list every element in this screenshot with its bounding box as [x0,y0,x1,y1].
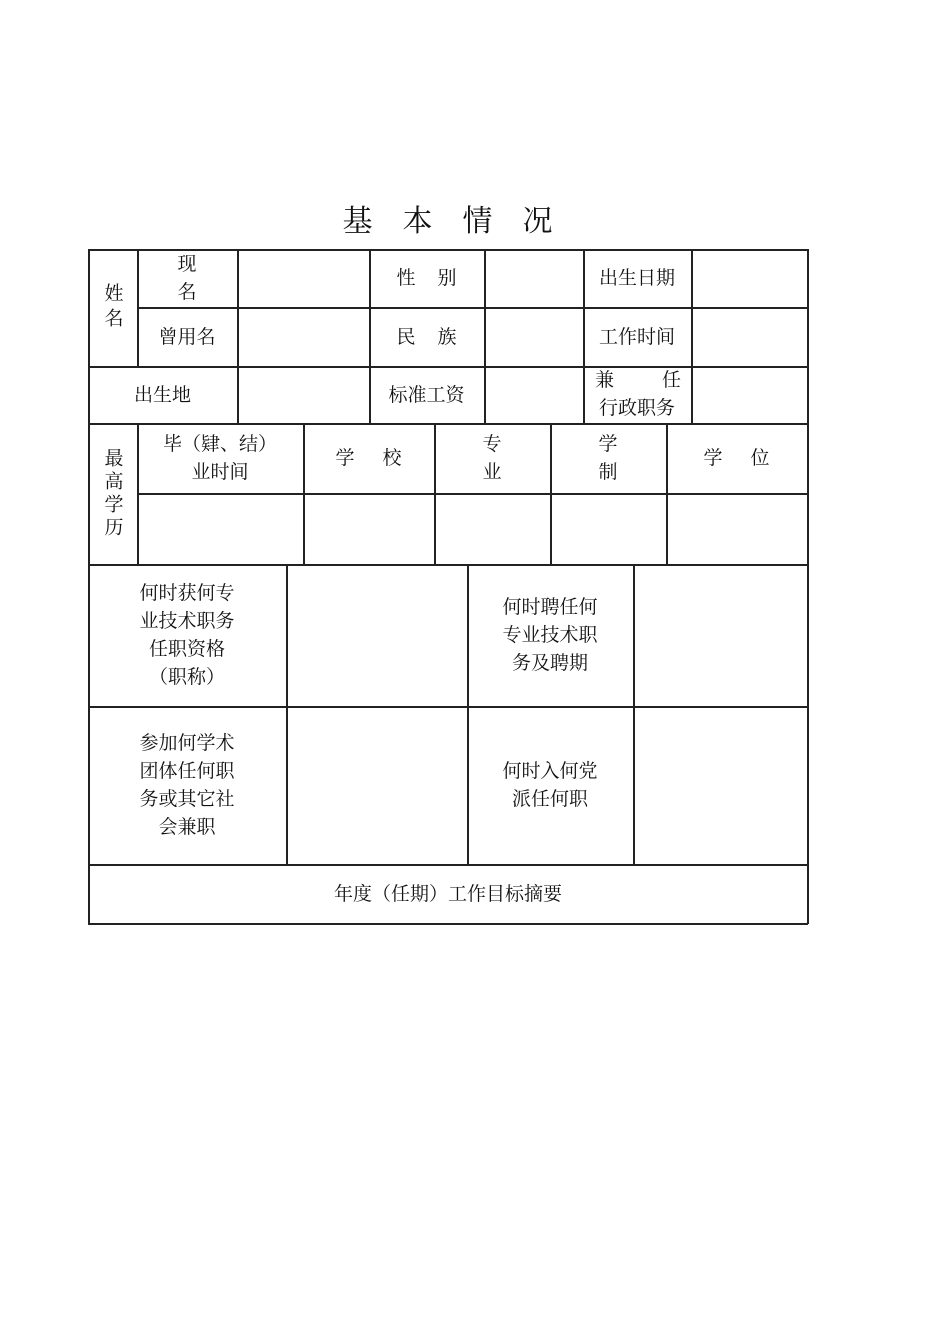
standard-salary-field[interactable] [484,366,583,423]
gender-label: 性别 [396,267,479,289]
ethnicity-field[interactable] [484,307,583,366]
tech-appointment-label: 何时聘任何 专业技术职 务及聘期 [502,596,598,674]
annual-goals-label: 年度（任期）工作目标摘要 [333,882,562,905]
ethnicity-label: 民族 [396,325,479,348]
graduation-time-field[interactable] [137,493,303,564]
admin-post-field[interactable] [691,366,807,423]
work-start-field[interactable] [691,307,807,366]
tech-qualification-label: 何时获何专 业技术职务 任职资格 （职称） [139,582,235,688]
table-border-bottom [88,923,808,925]
birth-date-label: 出生日期 [598,267,675,289]
name-label: 姓名 [101,282,124,333]
current-name-field[interactable] [237,249,369,307]
birthplace-field[interactable] [237,366,369,423]
program-length-field[interactable] [550,493,666,564]
work-start-label: 工作时间 [598,325,675,348]
tech-appointment-field[interactable] [633,564,807,706]
standard-salary-label: 标准工资 [388,383,465,406]
birthplace-label: 出生地 [133,383,191,406]
concurrent-label-post: 任 [661,369,681,391]
table-border-right [807,249,809,924]
program-length-label: 学制 [598,433,646,483]
major-field[interactable] [434,493,550,564]
page-title: 基本情况 [342,204,583,239]
party-label: 何时入何党 派任何职 [502,760,598,810]
concurrent-label-pre: 兼 [595,369,615,391]
school-field[interactable] [303,493,434,564]
party-field[interactable] [633,706,807,864]
current-name-label: 现名 [177,253,219,303]
degree-label: 学位 [703,447,798,469]
academic-groups-field[interactable] [286,706,467,864]
major-label: 专业 [482,433,530,483]
birth-date-field[interactable] [691,249,807,307]
school-label: 学校 [335,447,430,469]
tech-qualification-field[interactable] [286,564,467,706]
gender-field[interactable] [484,249,583,307]
admin-post-label: 行政职务 [598,397,675,419]
academic-groups-label: 参加何学术 团体任何职 务或其它社 会兼职 [139,732,235,838]
concurrent-admin-post-label [583,366,691,423]
degree-field[interactable] [666,493,807,564]
highest-education-label: 最高学历 [101,447,124,540]
graduation-time-label: 毕（肄、结） 业时间 [162,433,277,483]
former-name-field[interactable] [237,307,369,366]
former-name-label: 曾用名 [158,325,216,348]
